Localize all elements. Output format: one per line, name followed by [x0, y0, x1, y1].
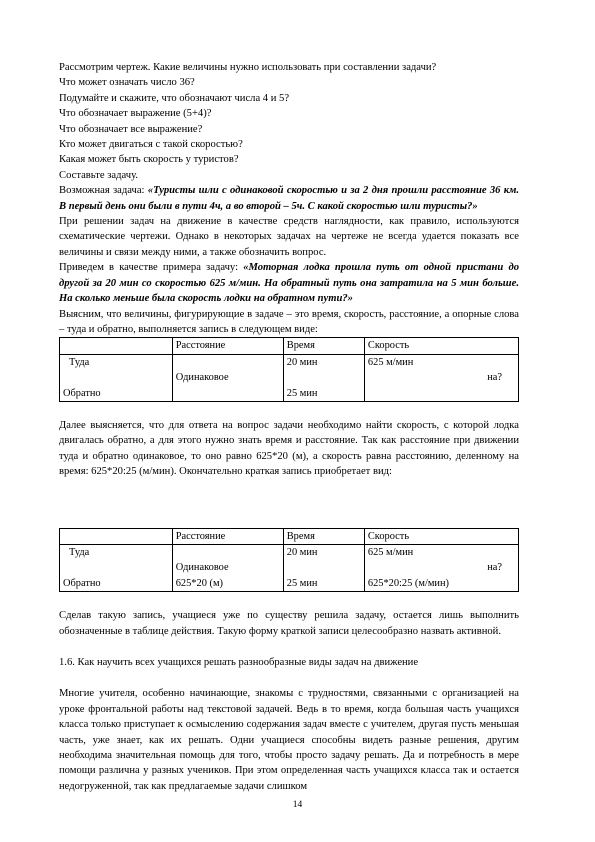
- table-header-row: [60, 338, 519, 354]
- page-number: 14: [292, 800, 303, 810]
- question-line: Подумайте и скажите, что обозначают числа 4 и 5?: [59, 92, 290, 104]
- time-there: 20 мин: [286, 356, 318, 368]
- document-page: [59, 60, 519, 794]
- section-heading: 1.6. Как научить всех учащихся решать разнообразные виды задач на движение: [59, 657, 419, 668]
- table-cell: [283, 544, 364, 591]
- table-cell: [172, 544, 283, 591]
- table-header-cell: Расстояние: [172, 528, 283, 544]
- table-row: [60, 544, 519, 591]
- time-back: 25 мин: [286, 577, 318, 589]
- short-record-table-1: [59, 337, 519, 402]
- table-row: [60, 354, 519, 401]
- question-line: Рассмотрим чертеж. Какие величины нужно использовать при составлении задачи?: [59, 62, 437, 73]
- table-cell: [172, 354, 283, 401]
- speed-there: 625 м/мин: [367, 546, 414, 558]
- question-line: Что может означать число 36?: [59, 77, 195, 89]
- distance-formula: 625*20 (м): [175, 577, 223, 589]
- distance-value: Одинаковое: [175, 562, 229, 574]
- speed-formula: 625*20:25 (м/мин): [367, 577, 450, 589]
- table-header-row: [60, 528, 519, 544]
- table-header-cell: Расстояние: [172, 338, 283, 354]
- example-task-label: Приведем в качестве примера задачу:: [59, 262, 244, 274]
- table-header-cell: Время: [283, 528, 364, 544]
- table-header-cell: [60, 338, 173, 354]
- question-line: Какая может быть скорость у туристов?: [59, 154, 239, 166]
- possible-task-label: Возможная задача:: [59, 185, 148, 197]
- row-label-there: Туда: [69, 546, 90, 558]
- question-line: Кто может двигаться с такой скоростью?: [59, 139, 243, 151]
- question-line: Что обозначает все выражение?: [59, 123, 203, 135]
- paragraph-teachers: Многие учителя, особенно начинающие, знакомы с трудностями, связанными с организацией на уроке фронтальной работы над текстовой задачей. Ведь в то время, когда большая часть учащихся класса только приступает к осмыслению содержания задач вместе с учителем, другая пусть меньшая часть, уже знает, как их решать. Одни учащиеся способны видеть разные решения, другим необходима значительная помощь для того, чтобы просто задачу решать. Да и потребность в мере помощи различна у разных учеников. При этом определенная часть учащихся класса так и остается недогруженной, так как предлагаемые задачи слишком: [59, 688, 519, 792]
- table-header-cell: Время: [283, 338, 364, 354]
- table-header-cell: [60, 528, 173, 544]
- table-cell: [283, 354, 364, 401]
- paragraph-visual-aids: При решении задач на движение в качестве средств наглядности, как правило, используются схематические чертежи. Однако в некоторых задачах на чертеже не всегда удается показать все величины и связи между ними, а также обозначить вопрос.: [59, 216, 519, 258]
- possible-task-paragraph: [59, 183, 519, 214]
- speed-there: 625 м/мин: [367, 356, 414, 368]
- example-task-text: «Моторная лодка прошла путь от одной пристани до другой за 20 мин со скоростью 625 м/мин. На обратный путь она затратила на 5 мин больше. На сколько меньше была скорость лодки на обратном пути?»: [59, 262, 519, 305]
- time-back: 25 мин: [286, 387, 318, 399]
- speed-question: на?: [487, 372, 502, 384]
- table-header-cell: Скорость: [364, 528, 518, 544]
- table-cell: [364, 354, 518, 401]
- table-cell: [364, 544, 518, 591]
- table-header-cell: Скорость: [364, 338, 518, 354]
- table-cell: [60, 354, 173, 401]
- short-record-table-2: [59, 528, 519, 593]
- speed-question: на?: [487, 562, 502, 574]
- row-label-back: Обратно: [63, 577, 101, 589]
- example-task-paragraph: [59, 260, 519, 306]
- row-label-there: Туда: [69, 356, 90, 368]
- paragraph-active-record: Сделав такую запись, учащиеся уже по существу решила задачу, остается лишь выполнить обозначенные в таблице действия. Такую форму краткой записи целесообразно назвать активной.: [59, 610, 519, 637]
- time-there: 20 мин: [286, 546, 318, 558]
- paragraph-record-intro: Выясним, что величины, фигурирующие в задаче – это время, скорость, расстояние, а опорные слова – туда и обратно, выполняется запись в следующем виде:: [59, 308, 519, 335]
- distance-value: Одинаковое: [175, 372, 229, 384]
- question-line: Составьте задачу.: [59, 169, 138, 181]
- question-line: Что обозначает выражение (5+4)?: [59, 108, 212, 120]
- table-cell: [60, 544, 173, 591]
- row-label-back: Обратно: [63, 387, 101, 399]
- paragraph-explanation: Далее выясняется, что для ответа на вопрос задачи необходимо найти скорость, с которой лодка двигалась обратно, а для этого нужно знать время и расстояние. Так как расстояние при движении туда и обратно одинаковое, то оно равно 625*20 (м), а скорость равна расстоянию, деленному на время: 625*20:25 (м/мин). Окончательно краткая запись приобретает вид:: [59, 419, 519, 478]
- possible-task-text: «Туристы шли с одинаковой скоростью и за 2 дня прошли расстояние 36 км. В первый день они были в пути 4ч, а во второй – 5ч. С какой скоростью шли туристы?»: [59, 185, 519, 212]
